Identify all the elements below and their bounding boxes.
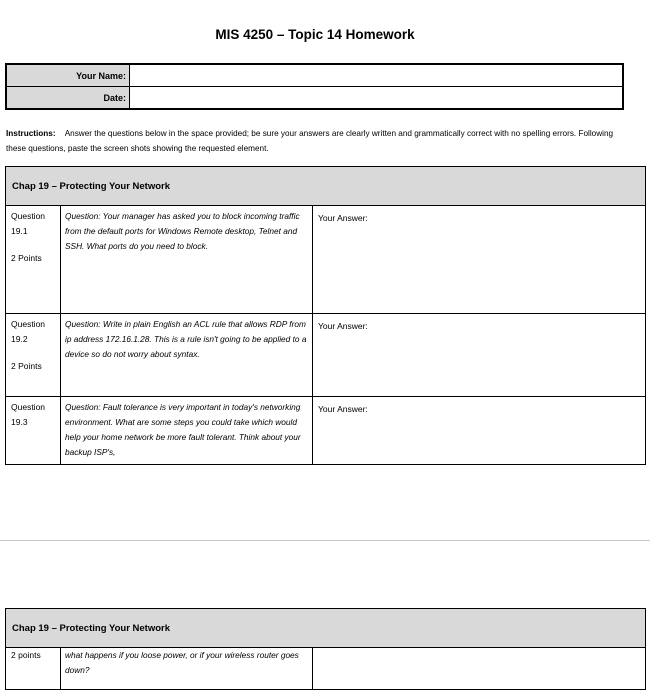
- section-header: Chap 19 – Protecting Your Network: [6, 167, 646, 206]
- question-number-cell: [6, 314, 61, 397]
- question-row-19-2: [6, 314, 646, 397]
- question-number: 19.3: [11, 417, 28, 427]
- question-text: Question: Write in plain English an ACL rule that allows RDP from ip address 172.16.1.28. This is a rule isn't going to be applied to a device so do not worry about syntax.: [61, 314, 313, 397]
- question-text: Question: Fault tolerance is very important in today's networking environment. What are some steps you could take which would help your home network be more fault tolerant. Think about your backup ISP's,: [61, 397, 313, 465]
- instructions-text: Answer the questions below in the space provided; be sure your answers are clearly written and grammatically correct with no spelling errors. Following these questions, paste the screen shots showing the requested element.: [6, 129, 614, 153]
- question-number: 19.1: [11, 226, 28, 236]
- page-divider: [0, 540, 650, 541]
- answer-label: Your Answer:: [318, 321, 368, 331]
- question-label: Question: [11, 402, 46, 412]
- student-info-table: [5, 63, 624, 110]
- question-label: Question: [11, 319, 46, 329]
- instructions: [6, 126, 620, 156]
- answer-cell-continued[interactable]: [313, 648, 646, 690]
- question-row-continued: [6, 648, 646, 690]
- your-name-label: Your Name:: [6, 64, 130, 87]
- question-label: Question: [11, 211, 46, 221]
- your-name-field[interactable]: [130, 64, 624, 87]
- page-title: MIS 4250 – Topic 14 Homework: [215, 27, 415, 42]
- answer-cell-19-1[interactable]: [313, 206, 646, 314]
- date-field[interactable]: [130, 87, 624, 110]
- question-row-19-3: [6, 397, 646, 465]
- question-text: Question: Your manager has asked you to block incoming traffic from the default ports for Windows Remote desktop, Telnet and SSH. What ports do you need to block.: [61, 206, 313, 314]
- instructions-label: Instructions:: [6, 129, 56, 138]
- section-header: Chap 19 – Protecting Your Network: [6, 609, 646, 648]
- question-number-cell: [6, 206, 61, 314]
- question-text: what happens if you loose power, or if your wireless router goes down?: [61, 648, 313, 690]
- date-label: Date:: [6, 87, 130, 110]
- questions-table: [5, 166, 646, 465]
- answer-cell-19-3[interactable]: [313, 397, 646, 465]
- question-points: 2 points: [6, 648, 61, 690]
- question-number-cell: [6, 397, 61, 465]
- questions-table-continued: [5, 608, 646, 690]
- question-points: 2 Points: [11, 361, 42, 371]
- answer-label: Your Answer:: [318, 404, 368, 414]
- answer-cell-19-2[interactable]: [313, 314, 646, 397]
- question-number: 19.2: [11, 334, 28, 344]
- question-row-19-1: [6, 206, 646, 314]
- question-points: 2 Points: [11, 253, 42, 263]
- answer-label: Your Answer:: [318, 213, 368, 223]
